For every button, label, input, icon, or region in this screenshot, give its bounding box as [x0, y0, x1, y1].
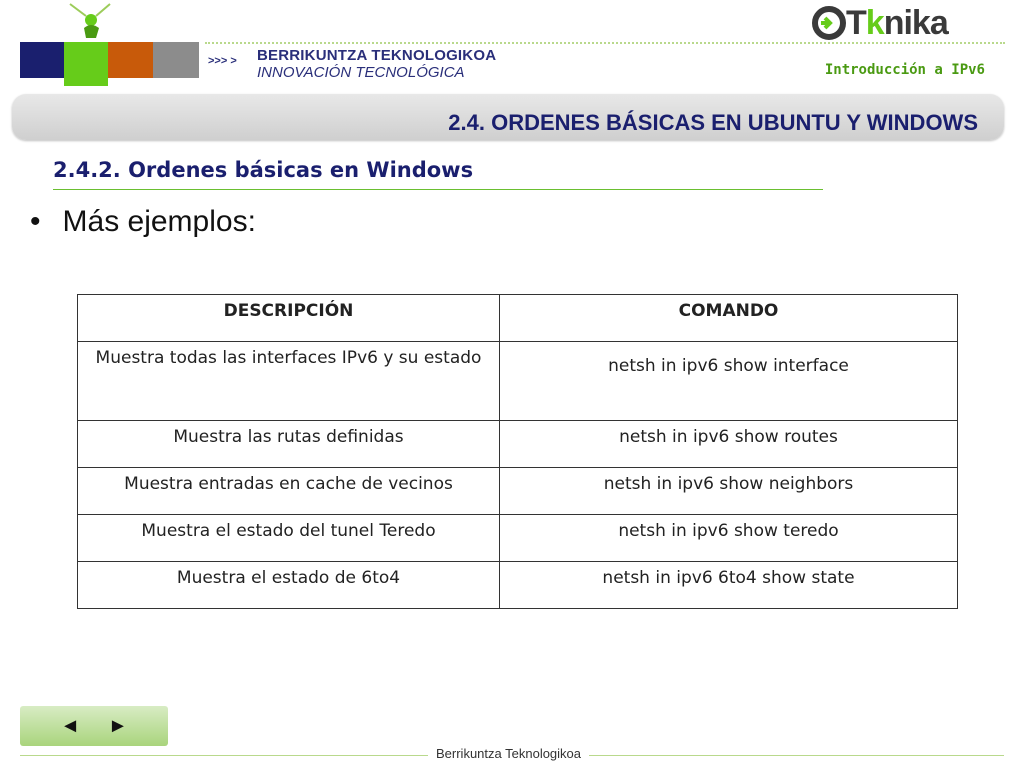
next-slide-button[interactable]: ► — [108, 714, 128, 737]
slide-navigation — [20, 706, 168, 746]
tknika-logo — [812, 6, 948, 40]
table-row — [78, 515, 958, 562]
table-cell-command: netsh in ipv6 show routes — [500, 421, 958, 468]
slide-title: 2.4. ORDENES BÁSICAS EN UBUNTU Y WINDOWS — [448, 110, 978, 135]
table-row — [78, 562, 958, 609]
tknika-logo-text: Tknika — [846, 4, 948, 42]
header-color-block-navy — [20, 42, 64, 78]
bullet-dot-icon: • — [30, 205, 41, 238]
subtitle-underline — [53, 189, 823, 190]
brand-arrows: >>> > — [208, 55, 237, 67]
header-color-block-green — [64, 42, 108, 86]
commands-table — [77, 294, 958, 609]
footer-text: Berrikuntza Teknologikoa — [428, 746, 589, 761]
table-cell-command: netsh in ipv6 show neighbors — [500, 468, 958, 515]
table-row — [78, 468, 958, 515]
table-cell-command: netsh in ipv6 show teredo — [500, 515, 958, 562]
table-cell-description: Muestra el estado de 6to4 — [78, 562, 500, 609]
header-dotted-line — [205, 42, 1005, 44]
table-header-row — [78, 295, 958, 342]
table-cell-description: Muestra el estado del tunel Teredo — [78, 515, 500, 562]
table-header-description: DESCRIPCIÓN — [78, 295, 500, 342]
section-subtitle: 2.4.2. Ordenes básicas en Windows — [53, 158, 474, 182]
table-cell-description: Muestra todas las interfaces IPv6 y su estado — [78, 342, 500, 421]
table-cell-command: netsh in ipv6 6to4 show state — [500, 562, 958, 609]
table-cell-description: Muestra entradas en cache de vecinos — [78, 468, 500, 515]
tknika-logo-icon — [812, 6, 846, 40]
bullet-text: Más ejemplos: — [62, 205, 256, 238]
previous-slide-button[interactable]: ◄ — [60, 714, 80, 737]
course-topic: Introducción a IPv6 — [824, 62, 985, 78]
brand-subtitle: INNOVACIÓN TECNOLÓGICA — [257, 64, 465, 81]
mascot-logo-icon — [66, 2, 114, 42]
header-color-block-orange — [108, 42, 153, 78]
table-row — [78, 421, 958, 468]
header-color-block-gray — [153, 42, 199, 78]
brand-title: BERRIKUNTZA TEKNOLOGIKOA — [257, 47, 497, 64]
table-cell-command: netsh in ipv6 show interface — [500, 342, 958, 421]
table-row — [78, 342, 958, 421]
table-cell-description: Muestra las rutas definidas — [78, 421, 500, 468]
table-header-command: COMANDO — [500, 295, 958, 342]
bullet-item — [30, 205, 256, 239]
